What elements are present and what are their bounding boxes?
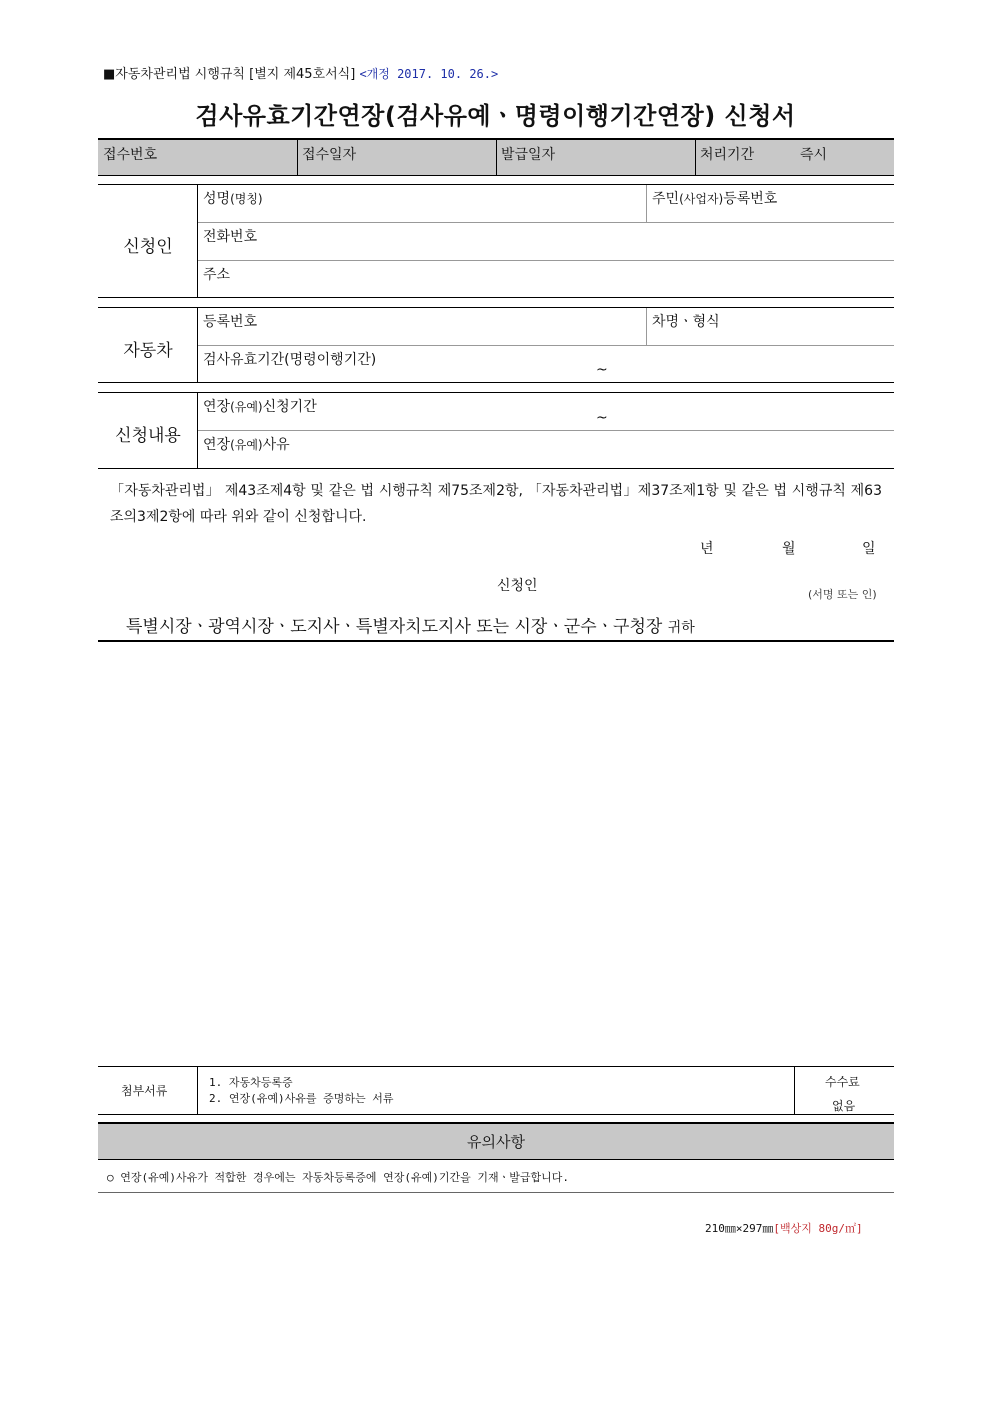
divider xyxy=(646,185,647,222)
divider xyxy=(98,1066,894,1067)
divider xyxy=(98,1114,894,1115)
recipient-line xyxy=(126,612,695,637)
notes-title: 유의사항 xyxy=(467,1133,525,1151)
extension-period-tilde: ~ xyxy=(596,410,608,426)
recipient-suffix: 귀하 xyxy=(667,620,695,636)
sign-or-seal-label: (서명 또는 인) xyxy=(808,588,877,601)
extension-reason-label-sub: (유예) xyxy=(230,438,263,452)
divider xyxy=(98,1192,894,1193)
form-reference xyxy=(103,63,498,82)
receipt-number-label: 접수번호 xyxy=(103,147,158,163)
inspection-period-label: 검사유효기간(명령이행기간) xyxy=(203,352,377,368)
fee-label: 수수료 xyxy=(825,1075,860,1089)
name-label-text: 성명 xyxy=(203,191,231,207)
divider xyxy=(98,392,894,393)
paper-size: 210㎜×297㎜ xyxy=(705,1222,774,1235)
receipt-date-label: 접수일자 xyxy=(302,147,357,163)
attachment-item: 1. 자동차등록증 xyxy=(209,1076,293,1089)
divider xyxy=(98,175,894,176)
date-year-label: 년 xyxy=(700,541,714,557)
extension-period-label-b: 신청기간 xyxy=(262,399,317,415)
revision-date: <개정 2017. 10. 26.> xyxy=(359,67,499,81)
application-statement: 「자동차관리법」 제43조제4항 및 같은 법 시행규칙 제75조제2항, 「자동차관리법」제37조제1항 및 같은 법 시행규칙 제63조의3제2항에 따라 위와 같이 신청합니다. xyxy=(110,483,882,525)
inspection-period-tilde: ~ xyxy=(596,362,608,378)
divider xyxy=(98,184,894,185)
extension-period-label-sub: (유예) xyxy=(230,400,263,414)
divider xyxy=(98,468,894,469)
recipient-text: 특별시장ㆍ광역시장ㆍ도지사ㆍ특별자치도지사 또는 시장ㆍ군수ㆍ구청장 xyxy=(126,617,663,637)
form-ref-text: ■자동차관리법 시행규칙 [별지 제45호서식] xyxy=(103,67,356,82)
divider xyxy=(646,308,647,345)
form-title: 검사유효기간연장(검사유예ㆍ명령이행기간연장) 신청서 xyxy=(195,102,796,130)
applicant-sign-label: 신청인 xyxy=(497,578,538,594)
name-label-sub: (명칭) xyxy=(230,192,263,206)
vehicle-model-label: 차명ㆍ형식 xyxy=(652,314,720,330)
divider xyxy=(98,307,894,308)
divider xyxy=(197,1067,198,1114)
fee-value: 없음 xyxy=(832,1099,856,1113)
applicant-section-label: 신청인 xyxy=(123,237,173,257)
request-section-label: 신청내용 xyxy=(115,426,181,446)
regno-label-sub: (사업자) xyxy=(679,192,724,206)
divider xyxy=(297,140,298,175)
note-item: ○ 연장(유예)사유가 적합한 경우에는 자동차등록증에 연장(유예)기간을 기재ㆍ발급합니다. xyxy=(107,1171,570,1184)
paper-size-note xyxy=(705,1220,863,1236)
divider xyxy=(98,297,894,298)
extension-period-label xyxy=(203,396,317,416)
divider xyxy=(98,640,894,642)
vehicle-section-label: 자동차 xyxy=(123,341,173,361)
vehicle-registration-label: 등록번호 xyxy=(203,314,258,330)
attachments-label: 첨부서류 xyxy=(121,1084,168,1098)
name-label xyxy=(203,188,263,208)
date-month-label: 월 xyxy=(782,541,796,557)
divider xyxy=(496,140,497,175)
extension-period-label-a: 연장 xyxy=(203,399,231,415)
divider xyxy=(198,260,894,261)
divider xyxy=(198,222,894,223)
divider xyxy=(98,1122,894,1124)
divider xyxy=(198,345,894,346)
extension-reason-label-a: 연장 xyxy=(203,437,231,453)
processing-period-label: 처리기간 xyxy=(700,147,755,163)
date-day-label: 일 xyxy=(862,541,876,557)
regno-label-a: 주민 xyxy=(652,191,680,207)
divider xyxy=(198,430,894,431)
divider xyxy=(794,1067,795,1114)
attachment-item: 2. 연장(유예)사유를 증명하는 서류 xyxy=(209,1092,394,1105)
divider xyxy=(98,382,894,383)
address-label: 주소 xyxy=(203,267,231,283)
phone-label: 전화번호 xyxy=(203,229,258,245)
paper-type: [백상지 80g/㎡] xyxy=(773,1222,863,1235)
divider xyxy=(98,1159,894,1160)
extension-reason-label-b: 사유 xyxy=(262,437,290,453)
extension-reason-label xyxy=(203,434,290,454)
divider xyxy=(695,140,696,175)
issue-date-label: 발급일자 xyxy=(501,147,556,163)
regno-label-b: 등록번호 xyxy=(723,191,778,207)
processing-period-value: 즉시 xyxy=(800,147,828,163)
registration-number-label xyxy=(652,188,777,208)
